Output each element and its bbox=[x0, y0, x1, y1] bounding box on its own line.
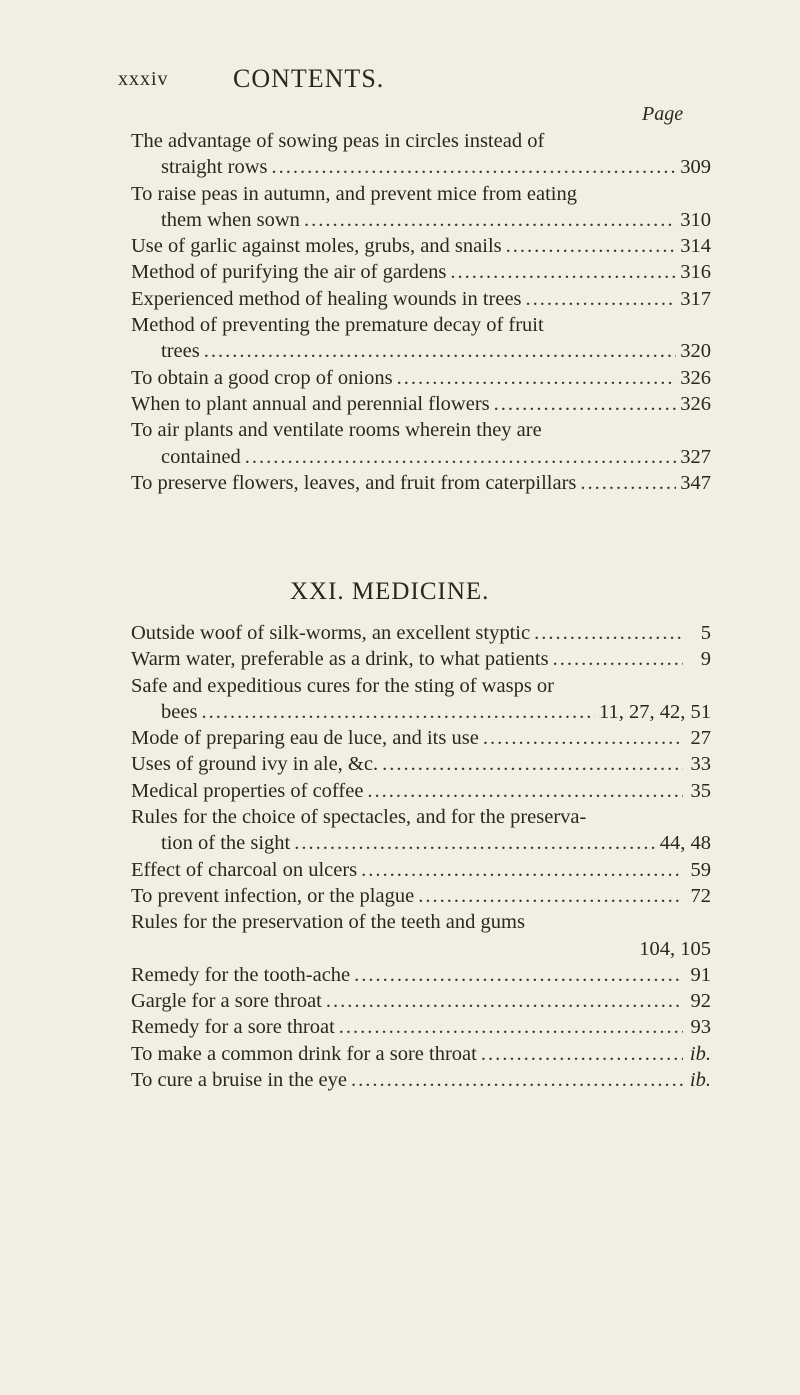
entry-title: Method of purifying the air of gardens bbox=[131, 261, 447, 284]
page-column-label: Page bbox=[642, 103, 684, 125]
entry-page-number: 72 bbox=[690, 884, 711, 907]
dot-leader bbox=[361, 857, 683, 883]
entry-text-line: To raise peas in autumn, and prevent mice from eating bbox=[131, 182, 577, 205]
entry-leader-line bbox=[131, 207, 711, 233]
entry-leader-line bbox=[131, 391, 711, 417]
entry-page-number: 35 bbox=[690, 779, 711, 802]
dot-leader bbox=[481, 1041, 683, 1067]
dot-leader bbox=[553, 646, 683, 672]
contents-entry bbox=[131, 673, 711, 726]
entry-leader-line bbox=[131, 154, 711, 180]
contents-entry bbox=[131, 1067, 711, 1093]
contents-entry bbox=[131, 751, 711, 777]
dot-leader bbox=[534, 620, 683, 646]
entry-page-number: 317 bbox=[680, 287, 711, 310]
entry-leader-line bbox=[131, 778, 711, 804]
entry-title: When to plant annual and perennial flowers bbox=[131, 392, 490, 415]
entry-title: Gargle for a sore throat bbox=[131, 990, 322, 1013]
dot-leader bbox=[339, 1014, 683, 1040]
entry-page-number: 326 bbox=[680, 366, 711, 389]
entry-title: To make a common drink for a sore throat bbox=[131, 1042, 477, 1065]
dot-leader bbox=[382, 751, 683, 777]
contents-entry bbox=[131, 646, 711, 672]
entry-title: To cure a bruise in the eye bbox=[131, 1069, 348, 1092]
dot-leader bbox=[367, 778, 683, 804]
contents-entry bbox=[131, 233, 711, 259]
entry-leader-line bbox=[131, 470, 711, 496]
entry-page-number: 27 bbox=[690, 727, 711, 750]
contents-entry bbox=[131, 909, 711, 962]
dot-leader bbox=[201, 699, 595, 725]
contents-entry bbox=[131, 470, 711, 496]
entry-title: straight rows bbox=[161, 156, 268, 179]
entry-title: tion of the sight bbox=[161, 832, 291, 855]
entry-title: To preserve flowers, leaves, and fruit from caterpillars bbox=[131, 471, 577, 494]
entry-leader-line bbox=[131, 936, 711, 962]
contents-entry bbox=[131, 804, 711, 857]
entry-leader-line bbox=[131, 646, 711, 672]
entry-text-line: Safe and expeditious cures for the sting of wasps or bbox=[131, 674, 554, 697]
entry-page-number: 33 bbox=[690, 753, 711, 776]
gardening-entries bbox=[131, 128, 711, 496]
contents-entry bbox=[131, 1041, 711, 1067]
entry-title: bees bbox=[161, 700, 198, 723]
entry-page-number: 93 bbox=[690, 1016, 711, 1039]
entry-leader-line bbox=[131, 962, 711, 988]
running-header bbox=[118, 64, 718, 94]
entry-title: Warm water, preferable as a drink, to what patients bbox=[131, 648, 549, 671]
running-title: CONTENTS. bbox=[233, 64, 385, 93]
entry-leader-line bbox=[131, 857, 711, 883]
medicine-entries bbox=[131, 620, 711, 1093]
contents-entry bbox=[131, 391, 711, 417]
entry-page-number: 316 bbox=[680, 261, 711, 284]
entry-leader-line bbox=[131, 988, 711, 1014]
entry-leader-line bbox=[131, 1014, 711, 1040]
entry-title: To prevent infection, or the plague bbox=[131, 884, 415, 907]
contents-entry bbox=[131, 259, 711, 285]
entry-page-number: 44, 48 bbox=[659, 832, 711, 855]
entry-text-line: Method of preventing the premature decay of fruit bbox=[131, 314, 544, 337]
contents-entry bbox=[131, 181, 711, 234]
dot-leader bbox=[351, 1067, 683, 1093]
entry-page-number: 314 bbox=[680, 235, 711, 258]
dot-leader bbox=[397, 365, 677, 391]
dot-leader bbox=[354, 962, 683, 988]
entry-page-number: 320 bbox=[680, 340, 711, 363]
dot-leader bbox=[526, 286, 677, 312]
entry-leader-line bbox=[131, 883, 711, 909]
entry-title: Outside woof of silk-worms, an excellent styptic bbox=[131, 622, 531, 644]
contents-entry bbox=[131, 883, 711, 909]
entry-title: Effect of charcoal on ulcers bbox=[131, 858, 358, 881]
contents-entry bbox=[131, 312, 711, 365]
entry-page-number: 104, 105 bbox=[639, 937, 711, 960]
entry-title: Experienced method of healing wounds in trees bbox=[131, 287, 522, 310]
entry-page-number: 327 bbox=[680, 445, 711, 468]
contents-entry bbox=[131, 128, 711, 181]
entry-leader-line bbox=[131, 233, 711, 259]
entry-leader-line bbox=[131, 365, 711, 391]
dot-leader bbox=[418, 883, 683, 909]
entry-text-line: Rules for the preservation of the teeth and gums bbox=[131, 911, 525, 934]
entry-page-number: 5 bbox=[700, 622, 711, 644]
dot-leader bbox=[326, 988, 683, 1014]
entry-page-number: ib. bbox=[689, 1042, 711, 1065]
contents-entry bbox=[131, 857, 711, 883]
entry-title: trees bbox=[161, 340, 200, 363]
entry-leader-line bbox=[131, 751, 711, 777]
contents-entry bbox=[131, 962, 711, 988]
entry-leader-line bbox=[131, 830, 711, 856]
dot-leader bbox=[506, 233, 677, 259]
entry-text-line: To air plants and ventilate rooms wherein they are bbox=[131, 419, 542, 442]
dot-leader bbox=[483, 725, 683, 751]
page-folio: xxxiv bbox=[118, 68, 169, 90]
entry-page-number: 326 bbox=[680, 392, 711, 415]
entry-page-number: ib. bbox=[689, 1069, 711, 1092]
dot-leader bbox=[294, 830, 655, 856]
entry-page-number: 309 bbox=[680, 156, 711, 179]
entry-leader-line bbox=[131, 620, 711, 646]
contents-entry bbox=[131, 1014, 711, 1040]
entry-leader-line bbox=[131, 338, 711, 364]
entry-title: them when sown bbox=[161, 208, 300, 231]
entry-leader-line bbox=[131, 286, 711, 312]
dot-leader bbox=[204, 338, 677, 364]
section-heading: XXI. MEDICINE. bbox=[290, 578, 490, 605]
entry-text-line: The advantage of sowing peas in circles instead of bbox=[131, 130, 545, 152]
entry-page-number: 11, 27, 42, 51 bbox=[599, 700, 711, 723]
dot-leader bbox=[450, 259, 676, 285]
entry-leader-line bbox=[131, 1067, 711, 1093]
entry-leader-line bbox=[131, 444, 711, 470]
contents-entry bbox=[131, 365, 711, 391]
contents-entry bbox=[131, 725, 711, 751]
entry-title: Remedy for a sore throat bbox=[131, 1016, 335, 1039]
contents-entry bbox=[131, 620, 711, 646]
contents-entry bbox=[131, 988, 711, 1014]
dot-leader bbox=[245, 444, 677, 470]
entry-title: Mode of preparing eau de luce, and its use bbox=[131, 727, 479, 750]
entry-page-number: 91 bbox=[690, 963, 711, 986]
contents-entry bbox=[131, 778, 711, 804]
entry-page-number: 92 bbox=[690, 990, 711, 1013]
entry-leader-line bbox=[131, 725, 711, 751]
entry-text-line: Rules for the choice of spectacles, and for the preserva- bbox=[131, 806, 587, 829]
dot-leader bbox=[271, 154, 676, 180]
entry-title: Remedy for the tooth-ache bbox=[131, 963, 351, 986]
entry-leader-line bbox=[131, 259, 711, 285]
entry-leader-line bbox=[131, 699, 711, 725]
entry-title: Use of garlic against moles, grubs, and snails bbox=[131, 235, 502, 258]
entry-title: Medical properties of coffee bbox=[131, 779, 364, 802]
contents-entry bbox=[131, 286, 711, 312]
entry-title: To obtain a good crop of onions bbox=[131, 366, 393, 389]
dot-leader bbox=[494, 391, 677, 417]
entry-title: Uses of ground ivy in ale, &c. bbox=[131, 753, 379, 776]
entry-title: contained bbox=[161, 445, 241, 468]
entry-page-number: 9 bbox=[700, 648, 711, 671]
entry-page-number: 347 bbox=[680, 471, 711, 494]
entry-page-number: 59 bbox=[690, 858, 711, 881]
contents-entry bbox=[131, 417, 711, 470]
entry-leader-line bbox=[131, 1041, 711, 1067]
dot-leader bbox=[304, 207, 676, 233]
dot-leader bbox=[580, 470, 676, 496]
entry-page-number: 310 bbox=[680, 208, 711, 231]
